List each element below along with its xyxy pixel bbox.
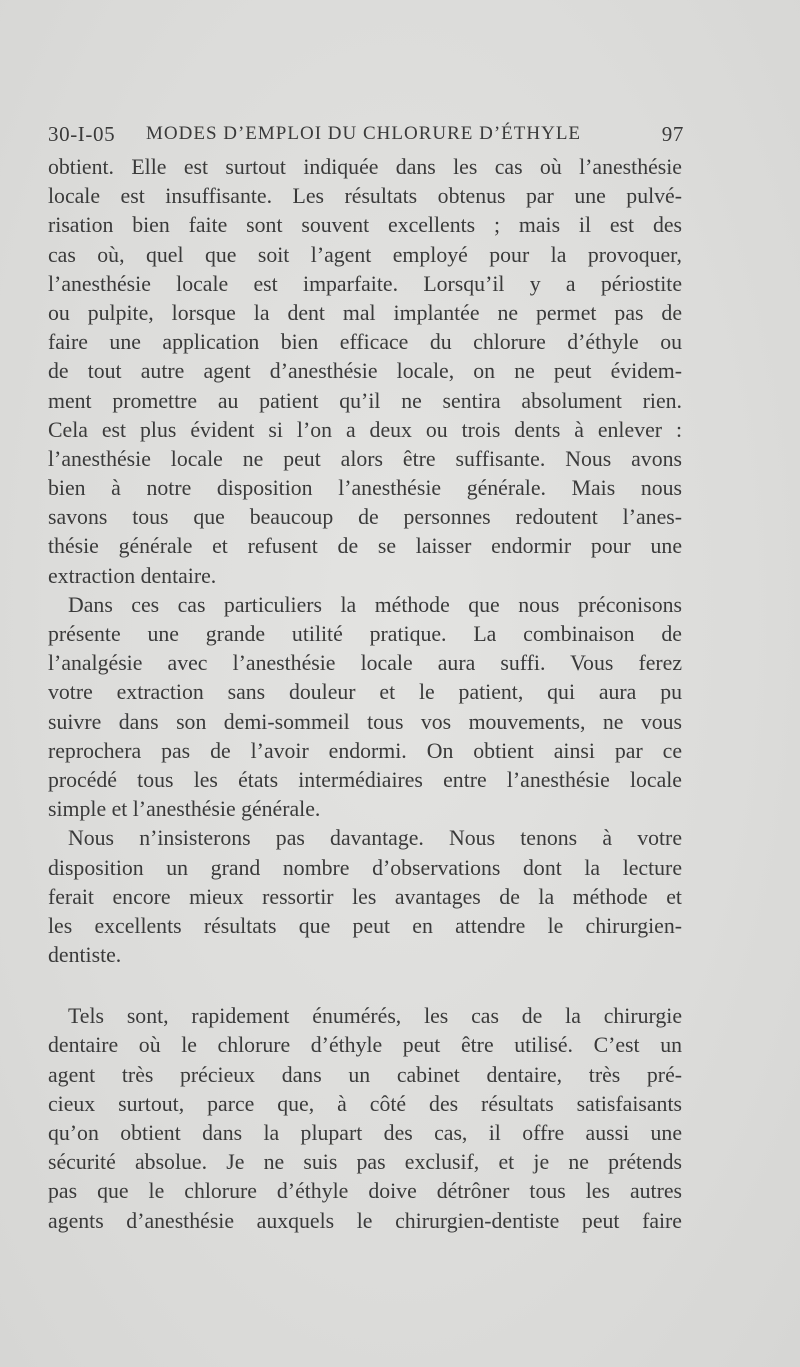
text-line: cieux surtout, parce que, à côté des résultats satisfaisants <box>48 1091 682 1116</box>
text-line: agents d’anesthésie auxquels le chirurgien-dentiste peut faire <box>48 1208 682 1233</box>
text-line: disposition un grand nombre d’observations dont la lecture <box>48 855 682 880</box>
body-text <box>48 153 682 1236</box>
text-line: Tels sont, rapidement énumérés, les cas de la chirurgie <box>68 1004 682 1029</box>
text-line: ou pulpite, lorsque la dent mal implantée ne permet pas de <box>48 300 682 325</box>
paragraph <box>48 591 682 825</box>
text-line: bien à notre disposition l’anesthésie générale. Mais nous <box>48 476 682 501</box>
text-line: pas que le chlorure d’éthyle doive détrôner tous les autres <box>48 1179 682 1204</box>
text-line: l’anesthésie locale ne peut alors être suffisante. Nous avons <box>48 446 682 471</box>
text-line: l’analgésie avec l’anesthésie locale aura suffi. Vous ferez <box>48 651 682 676</box>
header-title: MODES D’EMPLOI DU CHLORURE D’ÉTHYLE <box>146 123 582 144</box>
text-line: qu’on obtient dans la plupart des cas, il offre aussi une <box>48 1121 682 1145</box>
text-line: faire une application bien efficace du chlorure d’éthyle ou <box>48 330 682 355</box>
text-line: Nous n’insisterons pas davantage. Nous tenons à votre <box>68 826 682 851</box>
text-line: dentiste. <box>48 943 122 968</box>
text-line: savons tous que beaucoup de personnes redoutent l’anes- <box>48 505 682 530</box>
text-line: risation bien faite sont souvent excellents ; mais il est des <box>48 213 682 238</box>
text-line: dentaire où le chlorure d’éthyle peut être utilisé. C’est un <box>48 1033 682 1058</box>
text-line: les excellents résultats que peut en attendre le chirurgien- <box>48 913 682 938</box>
text-line: reprochera pas de l’avoir endormi. On obtient ainsi par ce <box>48 738 682 763</box>
text-line: obtient. Elle est surtout indiquée dans les cas où l’anesthésie <box>48 155 682 179</box>
text-line: Dans ces cas particuliers la méthode que nous préconisons <box>68 592 682 617</box>
text-line: agent très précieux dans un cabinet dentaire, très pré- <box>48 1062 682 1087</box>
text-line: procédé tous les états intermédiaires entre l’anesthésie locale <box>48 767 682 792</box>
paragraph <box>48 1002 682 1236</box>
text-line: ment promettre au patient qu’il ne sentira absolument rien. <box>48 388 682 413</box>
text-line: cas où, quel que soit l’agent employé pour la provoquer, <box>48 242 682 267</box>
text-line: présente une grande utilité pratique. La combinaison de <box>48 622 682 646</box>
text-line: extraction dentaire. <box>48 563 217 588</box>
text-line: thésie générale et refusent de se laisser endormir pour une <box>48 534 682 559</box>
text-line: locale est insuffisante. Les résultats obtenus par une pulvé- <box>48 184 682 209</box>
text-line: de tout autre agent d’anesthésie locale, on ne peut évidem- <box>48 359 682 384</box>
text-line: ferait encore mieux ressortir les avantages de la méthode et <box>48 884 682 909</box>
text-line: sécurité absolue. Je ne suis pas exclusif, et je ne prétends <box>48 1150 682 1175</box>
paragraph <box>48 824 682 970</box>
header-date: 30-I-05 <box>48 122 116 146</box>
text-line: Cela est plus évident si l’on a deux ou trois dents à enlever : <box>48 417 682 442</box>
section-break <box>48 970 682 1002</box>
running-header <box>48 122 684 150</box>
page-number: 97 <box>661 122 684 146</box>
paragraph <box>48 153 682 591</box>
text-line: suivre dans son demi-sommeil tous vos mouvements, ne vous <box>48 709 682 734</box>
text-line: simple et l’anesthésie générale. <box>48 797 321 822</box>
text-line: votre extraction sans douleur et le patient, qui aura pu <box>48 680 682 705</box>
text-line: l’anesthésie locale est imparfaite. Lorsqu’il y a périostite <box>48 271 682 296</box>
